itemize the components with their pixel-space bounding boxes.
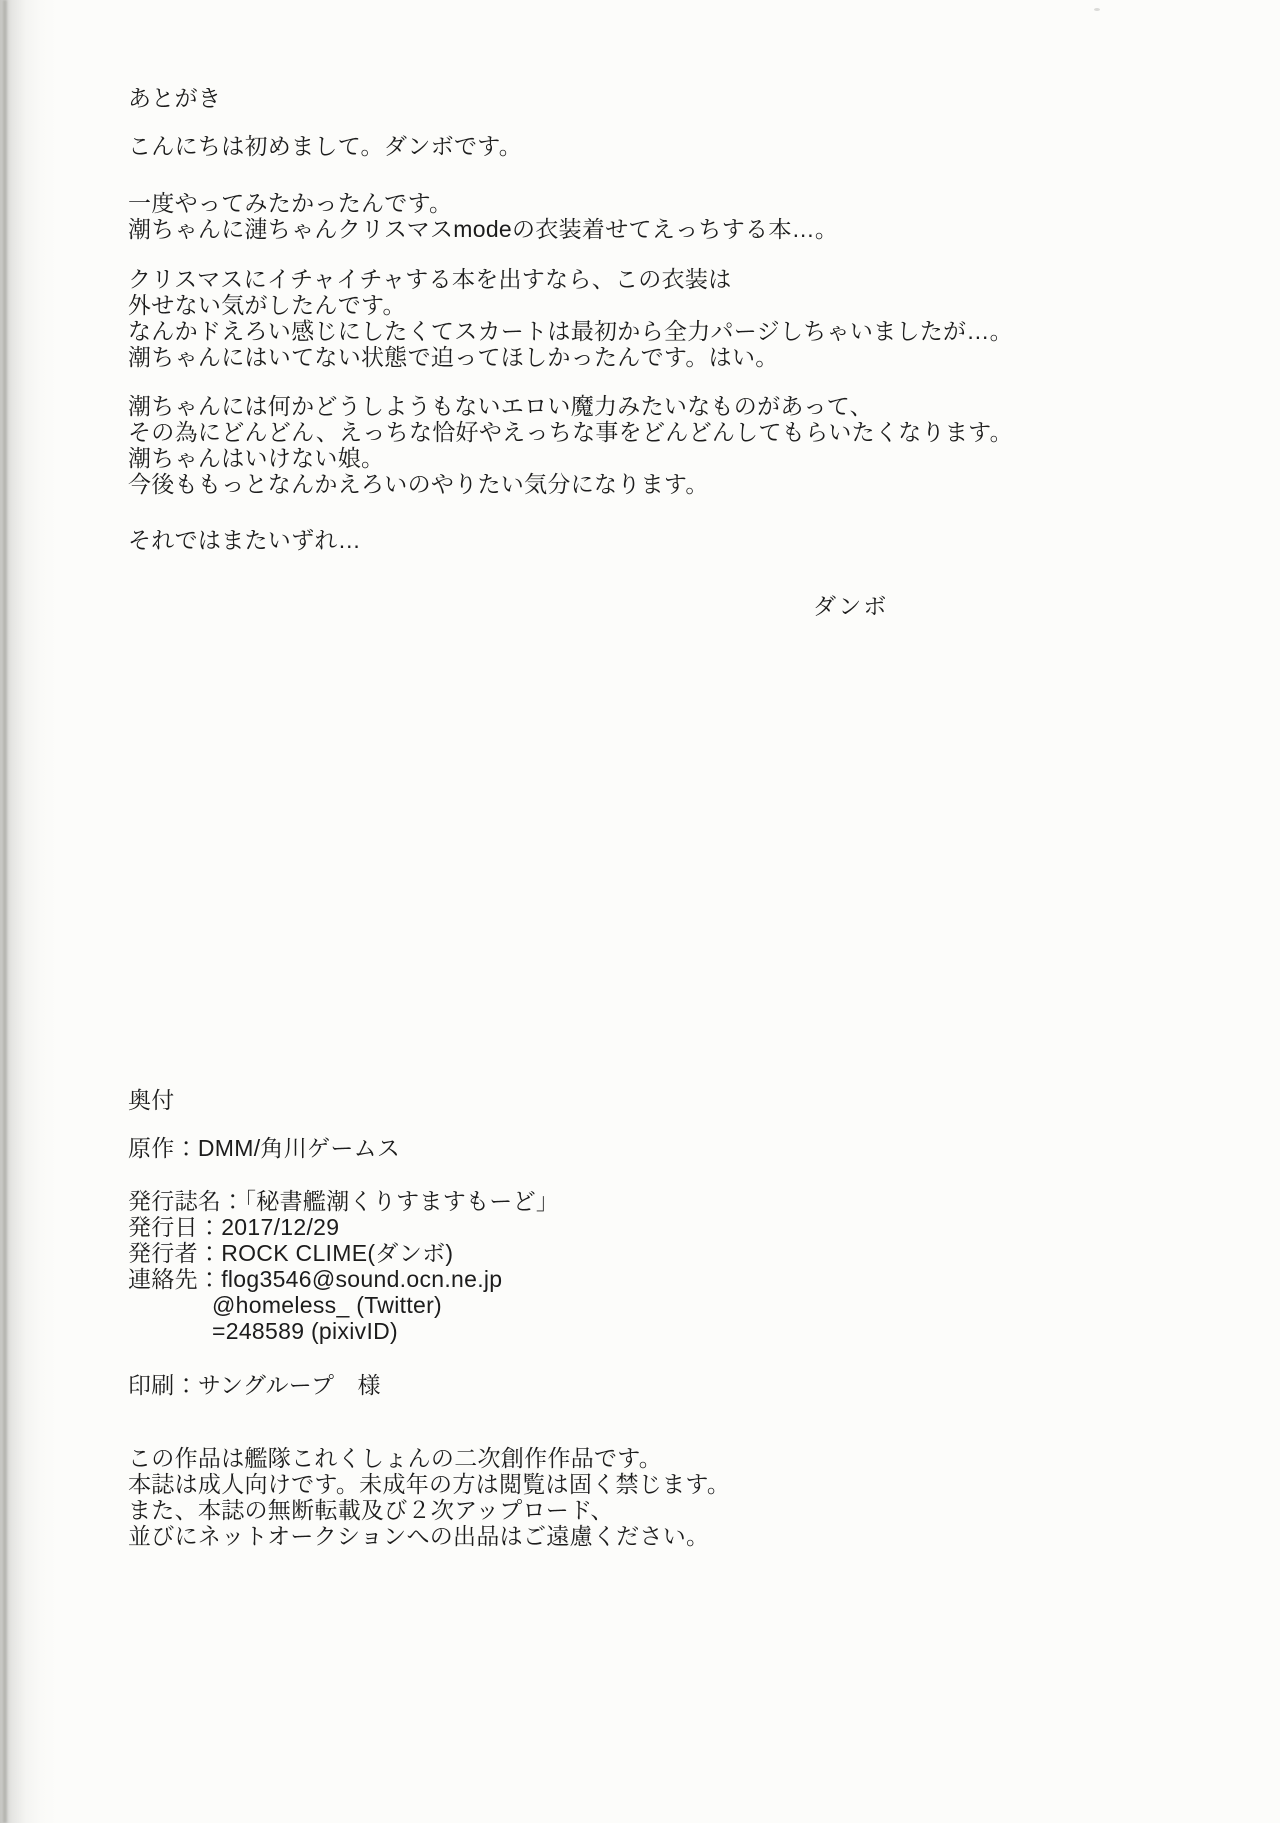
colophon-origin-line: 原作：DMM/角川ゲームス (128, 1135, 401, 1161)
scan-edge-line (3, 0, 7, 1823)
afterword-line: 潮ちゃんにはいてない状態で迫ってほしかったんです。はい。 (128, 344, 779, 370)
colophon-publication-block (128, 1188, 1188, 1344)
scan-edge-shadow (0, 0, 60, 1823)
colophon-disclaimer-block (128, 1445, 1188, 1549)
disclaimer-line: 本誌は成人向けです。未成年の方は閲覧は固く禁じます。 (128, 1471, 731, 1497)
afterword-line: クリスマスにイチャイチャする本を出すなら、この衣装は (128, 266, 732, 292)
afterword-paragraph-charm (128, 393, 1188, 497)
afterword-paragraph-greeting (128, 133, 1188, 159)
afterword-title: あとがき (128, 85, 222, 111)
afterword-line: その為にどんどん、えっちな恰好やえっちな事をどんどんしてもらいたくなります。 (128, 419, 1013, 445)
afterword-line: 一度やってみたかったんです。 (128, 190, 453, 216)
colophon-contact-twitter-line: @homeless_ (Twitter) (212, 1292, 443, 1318)
disclaimer-line: 並びにネットオークションへの出品はご遠慮ください。 (128, 1523, 710, 1549)
afterword-paragraph-idea (128, 190, 1188, 242)
disclaimer-line: また、本誌の無断転載及び２次アップロード、 (128, 1497, 614, 1523)
scan-speck (1094, 8, 1100, 11)
afterword-line: それではまたいずれ… (128, 527, 361, 553)
afterword-line: 潮ちゃんには何かどうしようもないエロい魔力みたいなものがあって、 (128, 393, 873, 419)
colophon-book-title-line: 発行誌名：「秘書艦潮くりすますもーど」 (128, 1188, 560, 1214)
colophon-contact-pixiv-line: =248589 (pixivID) (212, 1318, 399, 1344)
colophon-section (128, 1087, 1188, 1549)
colophon-contact-email-line: 連絡先：flog3546@sound.ocn.ne.jp (128, 1266, 503, 1292)
colophon-printer-line: 印刷：サングループ 様 (128, 1372, 381, 1398)
colophon-title: 奥付 (128, 1087, 175, 1113)
colophon-date-line: 発行日：2017/12/29 (128, 1214, 340, 1240)
afterword-line: なんかドえろい感じにしたくてスカートは最初から全力パージしちゃいましたが…。 (128, 318, 1013, 344)
afterword-paragraph-costume (128, 266, 1188, 370)
author-signature: ダンボ (813, 593, 889, 619)
afterword-section (128, 85, 1188, 553)
colophon-publisher-line: 発行者：ROCK CLIME(ダンボ) (128, 1240, 454, 1266)
disclaimer-line: この作品は艦隊これくしょんの二次創作作品です。 (128, 1445, 663, 1471)
afterword-line: 今後ももっとなんかえろいのやりたい気分になります。 (128, 471, 709, 497)
afterword-line: 外せない気がしたんです。 (128, 292, 406, 318)
afterword-line: 潮ちゃんはいけない娘。 (128, 445, 385, 471)
afterword-line: こんにちは初めまして。ダンボです。 (128, 133, 523, 159)
afterword-line: 潮ちゃんに漣ちゃんクリスマスmodeの衣装着せてえっちする本…。 (128, 216, 839, 242)
afterword-paragraph-farewell (128, 527, 1188, 553)
